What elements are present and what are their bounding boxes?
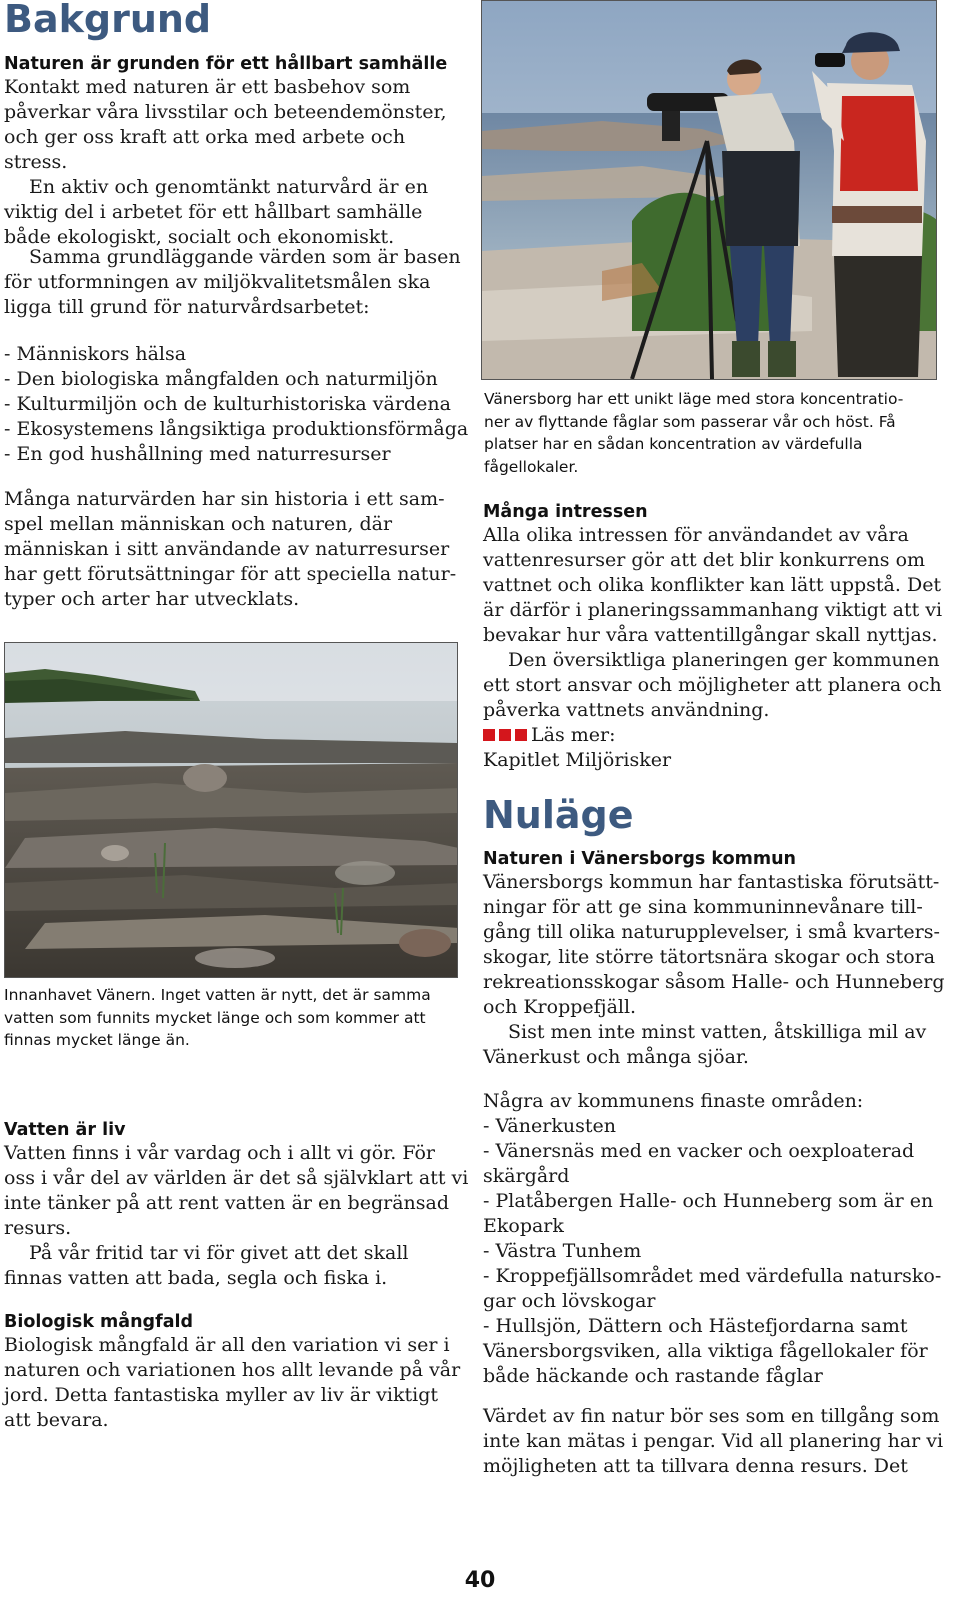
read-more-square-icon	[483, 729, 495, 741]
read-more-label: Läs mer:	[531, 724, 616, 746]
caption-line: vatten som funnits mycket länge och som kommer att	[4, 1008, 426, 1027]
text-line: En aktiv och genomtänkt naturvård är en	[29, 176, 429, 198]
text-line: vattenresurser gör att det blir konkurrens om	[483, 549, 926, 571]
lake-vanern-image	[5, 643, 458, 978]
intro-heading: Naturen är grunden för ett hållbart samhälle	[4, 54, 448, 74]
birdwatchers-photo	[481, 0, 937, 380]
text-line: typer och arter har utvecklats.	[4, 588, 300, 610]
text-line: Alla olika intressen för användandet av våra	[483, 524, 909, 546]
text-line: resurs.	[4, 1217, 72, 1239]
text-line: Vatten finns i vår vardag och i allt vi gör. För	[4, 1142, 435, 1164]
text-line: vattnet och olika konflikter kan lätt uppstå. Det	[483, 574, 942, 596]
text-line: gång till olika naturupplevelser, i små kvarters-	[483, 921, 940, 943]
water-heading: Vatten är liv	[4, 1120, 126, 1140]
text-line: Sist men inte minst vatten, åtskilliga mil av	[508, 1021, 927, 1043]
text-line: Biologisk mångfald är all den variation vi ser i	[4, 1334, 450, 1356]
list-item: - En god hushållning med naturresurser	[4, 443, 391, 465]
section-title-background: Bakgrund	[4, 0, 212, 41]
text-line: spel mellan människan och naturen, där	[4, 513, 393, 535]
list-item: Vänersborgsviken, alla viktiga fågellokaler för	[483, 1340, 928, 1362]
text-line: oss i vår del av världen är det så självklart att vi	[4, 1167, 469, 1189]
text-line: naturen och variationen hos allt levande på vår	[4, 1359, 461, 1381]
values-list	[4, 342, 474, 467]
list-item: - Den biologiska mångfalden och naturmiljön	[4, 368, 438, 390]
biodiversity-heading: Biologisk mångfald	[4, 1312, 194, 1332]
caption-line: Innanhavet Vänern. Inget vatten är nytt, det är samma	[4, 986, 431, 1004]
text-line: Många naturvärden har sin historia i ett sam-	[4, 488, 445, 510]
areas-list	[483, 1089, 953, 1389]
text-line: och Kroppefjäll.	[483, 996, 637, 1018]
list-item: - Hullsjön, Dättern och Hästefjordarna samt	[483, 1315, 908, 1337]
read-more-link[interactable]: Kapitlet Miljörisker	[483, 749, 672, 771]
lake-photo-caption	[4, 984, 466, 1052]
text-line: ett stort ansvar och möjligheter att planera och	[483, 674, 942, 696]
text-line: påverka vattnets användning.	[483, 699, 770, 721]
read-more-square-icon	[515, 729, 527, 741]
list-item: - Vänersnäs med en vacker och oexploaterad	[483, 1140, 915, 1162]
text-line: möjligheten att ta tillvara denna resurs. Det	[483, 1455, 908, 1477]
list-item: - Kulturmiljön och de kulturhistoriska värdena	[4, 393, 451, 415]
section-title-current: Nuläge	[483, 793, 634, 837]
text-line: rekreationsskogar såsom Halle- och Hunneberg	[483, 971, 945, 993]
text-line: har gett förutsättningar för att speciella natur-	[4, 563, 457, 585]
intro-paragraph-1	[4, 75, 474, 250]
list-item: - Kroppefjällsområdet med värdefulla natursko-	[483, 1265, 942, 1287]
text-line: Kontakt med naturen är ett basbehov som	[4, 76, 411, 98]
list-item: - Ekosystemens långsiktiga produktionsförmåga	[4, 418, 469, 440]
list-item: - Vänerkusten	[483, 1115, 616, 1137]
text-line: skogar, lite större tätortsnära skogar och stora	[483, 946, 936, 968]
text-line: Vänersborgs kommun har fantastiska förutsätt-	[483, 871, 940, 893]
text-line: påverkar våra livsstilar och beteendemönster,	[4, 101, 447, 123]
current-paragraph	[483, 870, 953, 1070]
intro-paragraph-3	[4, 245, 474, 320]
text-line: På vår fritid tar vi för givet att det skall	[29, 1242, 409, 1264]
text-line: människan i sitt användande av naturresurser	[4, 538, 450, 560]
interests-heading: Många intressen	[483, 502, 648, 522]
list-item: - Västra Tunhem	[483, 1240, 642, 1262]
areas-intro: Några av kommunens finaste områden:	[483, 1090, 864, 1112]
list-item: - Platåbergen Halle- och Hunneberg som är en	[483, 1190, 934, 1212]
text-line: inte kan mätas i pengar. Vid all planering har vi	[483, 1430, 944, 1452]
list-item: både häckande och rastande fåglar	[483, 1365, 823, 1387]
list-item: - Människors hälsa	[4, 343, 187, 365]
text-line: och ger oss kraft att orka med arbete och stress.	[4, 126, 406, 173]
text-line: jord. Detta fantastiska myller av liv är viktigt	[4, 1384, 439, 1406]
list-item: gar och lövskogar	[483, 1290, 656, 1312]
text-line: ligga till grund för naturvårdsarbetet:	[4, 296, 370, 318]
caption-line: ner av flyttande fåglar som passerar vår och höst. Få	[484, 412, 896, 431]
text-line: att bevara.	[4, 1409, 109, 1431]
lake-vanern-photo	[4, 642, 458, 978]
text-line: bevakar hur våra vattentillgångar skall nyttjas.	[483, 624, 938, 646]
list-item: skärgård	[483, 1165, 570, 1187]
text-line: både ekologiskt, socialt och ekonomiskt.	[4, 226, 395, 248]
text-line: är därför i planeringssammanhang viktigt att vi	[483, 599, 943, 621]
page-number: 40	[464, 1568, 496, 1593]
text-line: Vänerkust och många sjöar.	[483, 1046, 749, 1068]
text-line: inte tänker på att rent vatten är en begränsad	[4, 1192, 449, 1214]
text-line: Samma grundläggande värden som är basen	[29, 246, 461, 268]
closing-paragraph	[483, 1404, 953, 1479]
list-item: Ekopark	[483, 1215, 564, 1237]
caption-line: Vänersborg har ett unikt läge med stora koncentratio-	[484, 390, 904, 408]
interests-paragraph	[483, 523, 953, 773]
read-more-row	[483, 723, 953, 748]
water-paragraph	[4, 1141, 474, 1291]
text-line: för utformningen av miljökvalitetsmålen ska	[4, 271, 431, 293]
biodiversity-paragraph	[4, 1333, 474, 1433]
birdwatchers-image	[482, 1, 937, 380]
intro-paragraph-4	[4, 487, 474, 612]
caption-line: platser har en sådan koncentration av värdefulla	[484, 435, 863, 453]
text-line: Den översiktliga planeringen ger kommunen	[508, 649, 940, 671]
read-more-square-icon	[499, 729, 511, 741]
text-line: viktig del i arbetet för ett hållbart samhälle	[4, 201, 423, 223]
text-line: finnas vatten att bada, segla och fiska i.	[4, 1267, 388, 1289]
current-heading: Naturen i Vänersborgs kommun	[483, 849, 796, 869]
text-line: Värdet av fin natur bör ses som en tillgång som	[483, 1405, 940, 1427]
caption-line: fågellokaler.	[484, 457, 579, 476]
caption-line: finnas mycket länge än.	[4, 1031, 190, 1049]
birdwatchers-photo-caption	[484, 388, 954, 478]
text-line: ningar för att ge sina kommuninnevånare till-	[483, 896, 923, 918]
